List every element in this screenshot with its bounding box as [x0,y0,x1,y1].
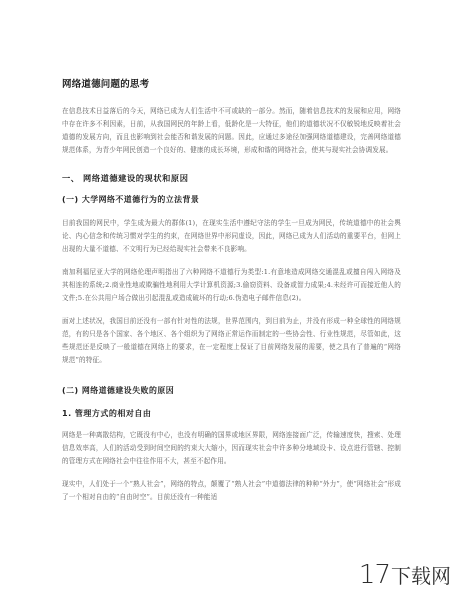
watermark-text: 下载网 [391,564,451,588]
section1-subheading: (一) 大学网络不道德行为的立法背景 [62,195,200,204]
section1-paragraph-2: 南加利福尼亚大学的网络伦理声明指出了六种网络不道德行为类型:1.有意地造成网络交通混乱或擅自闯入网络及其相连的系统;2.商业性地或欺骗性地利用大学计算机资源;3.偷窃资料、设备或智力成果;4.未经许可而接近他人的文件;5.在公共用户场合做出引起混乱或造成破坏的行动;6.伪造电子邮件信息(2)。 [62,268,401,302]
section1-paragraph-3: 面对上述状况，我国目前还没有一部有针对性的法规，世界范围内，到目前为止，并没有形成一种全球性的网络规范，有的只是各个国家、各个地区、各个组织为了网络正常运作而制定的一些协会性、行业性规范，尽管如此，这些规范还是反映了一般道德在网络上的要求，在一定程度上保证了目前网络发展的需要，使之具有了普遍的“网络规范”的特征。 [62,317,401,364]
watermark-number: 17 [358,560,390,590]
section1-paragraph-1: 目前我国的网民中，学生成为最大的群体(1)，在现实生活中遵纪守法的学生一旦成为网民，传统道德中的社会舆论、内心信念和传统习惯对学生的约束，在网络世界中形同虚设，因此，网络已成为人们活动的重要平台，但网上出现的大量不道德、不文明行为已经给现实社会带来不良影响。 [62,219,401,253]
section1-heading: 一、 网络道德建设的现状和原因 [62,173,189,183]
document-title: 网络道德问题的思考 [62,79,150,90]
intro-paragraph: 在信息技术日益落后的今天，网络已成为人们生活中不可或缺的一部分。然而，随着信息技术的发展和应用，网络中存在许多不利因素，日前，从我国网民的年龄上看，低龄化是一大特征，他们的道德状况不仅敏锐地反映着社会道德的发展方向，而且也影响到社会能否和谐发展的问题。因此，应通过多途径加强网络道德建设，完善网络道德规范体系，为青少年网民创造一个良好的、健康的成长环境，形成和谐的网络社会，使其与现实社会协调发展。 [62,107,401,154]
section2-paragraph-1: 网络是一种离散结构，它既没有中心，也没有明确的国界或地区界限，网络连接面广泛，传输速度快，搜索、处理信息效率高，人们的活动受到时间空间的约束大大缩小，因而现实社会中许多种分地域设卡、设点进行管辖、控制的管理方式在网络社会中往往作用不大，甚至不起作用。 [62,431,401,465]
section2-heading: (二) 网络道德建设失败的原因 [62,386,175,395]
section2-paragraph-2: 现实中，人们处于一个“熟人社会”，网络的特点，颠覆了“熟人社会”中道德法律的种种“外力”，使“网络社会”形成了一个相对自由的“自由时空”。目前还没有一种能适 [62,480,401,501]
site-watermark [359,560,451,590]
section2-subheading: 1. 管理方式的相对自由 [62,409,152,418]
